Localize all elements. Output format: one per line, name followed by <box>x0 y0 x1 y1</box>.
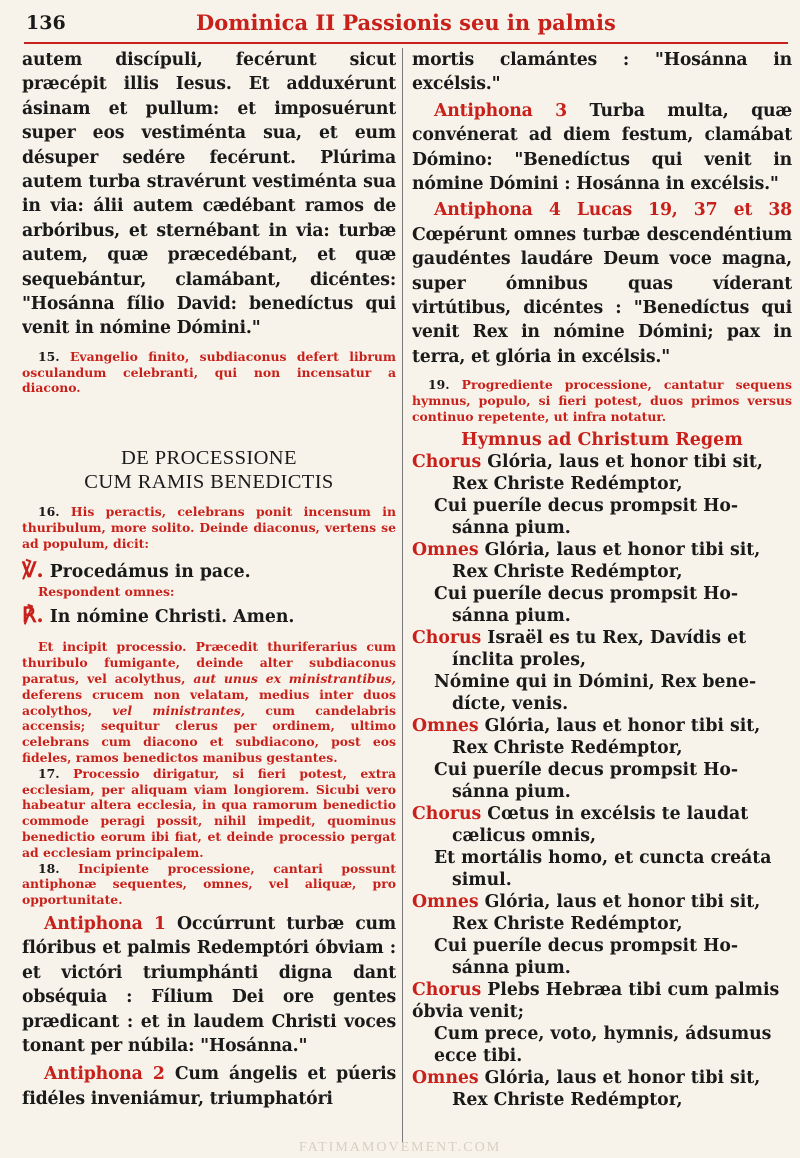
hymn-speaker: Omnes <box>412 539 479 560</box>
antiphon-1 <box>22 912 396 1058</box>
hymn-stanza <box>412 451 792 539</box>
hymn-line: Cui pueríle decus prompsit Ho- <box>434 935 739 956</box>
hymn-line: sánna pium. <box>452 517 571 538</box>
running-title: Dominica II Passionis seu in palmis <box>196 10 616 35</box>
hymn-line-text: Cœtus in excélsis te laudat <box>487 803 749 824</box>
hymn-line-text: Glória, laus et honor tibi sit, <box>484 539 761 560</box>
hymn-line: Et mortális homo, et cuncta creáta <box>434 847 772 868</box>
hymn-stanza <box>412 979 792 1067</box>
hymn-speaker: Chorus <box>412 627 482 648</box>
hymn-speaker: Chorus <box>412 451 482 472</box>
hymn-line <box>412 891 792 913</box>
hymn-line <box>412 979 792 1023</box>
hymn-speaker: Chorus <box>412 803 482 824</box>
hymn-line: Nómine qui in Dómini, Rex bene- <box>434 671 757 692</box>
hymn-stanza <box>412 891 792 979</box>
versicle-symbol: ℣. <box>22 556 44 582</box>
hymn-line: Cui pueríle decus prompsit Ho- <box>434 583 739 604</box>
rubric-text: Processio dirigatur, si fieri potest, extra ecclesiam, per aliquam viam longiorem. Sicubi vero habeatur altera ecclesia, in qua ramorum benedictio commode peragi possit, nihil impedit, quominus benedictio eorum ibi fiat, et deinde processio pergat ad ecclesiam principalem. <box>22 765 396 860</box>
hymn-line-text: Glória, laus et honor tibi sit, <box>487 451 763 472</box>
rubric-italic: aut unus ex ministrantibus, <box>193 671 396 687</box>
hymn-line <box>412 627 792 649</box>
left-column <box>22 48 396 1143</box>
hymn-line: Rex Christe Redémptor, <box>452 561 683 582</box>
rubric-text: deferens crucem non velatam, medius inter duos acolythos, <box>22 686 396 718</box>
rubric-text: Et incipit processio. Præcedit thuriferarius cum thuribulo fumigante, deinde alter subdiaconus paratus, vel acolythus, <box>22 639 396 687</box>
antiphon-3 <box>412 99 792 197</box>
rubric-text: Evangelio finito, subdiaconus defert librum osculandum celebranti, qui non incensatur a diacono. <box>22 348 396 396</box>
rubric-number: 19. <box>428 377 450 393</box>
header-rule <box>24 42 788 44</box>
rubric-number: 15. <box>38 348 60 364</box>
hymn-line-text: Israël es tu Rex, Davídis et <box>487 627 747 648</box>
hymn-line <box>412 451 792 473</box>
hymn-line: Rex Christe Redémptor, <box>452 1089 683 1110</box>
antiphon-text: Occúrrunt turbæ cum flóribus et palmis Redemptóri óbviam : et victóri triumphánti digna dant obséquia : Fílium Dei ore gentes prædicant : et in laudem Christi voces tonant per núbila: "Hosánna." <box>22 914 396 1057</box>
hymn-speaker: Omnes <box>412 715 479 736</box>
hymn-line-text: Glória, laus et honor tibi sit, <box>484 891 761 912</box>
rubric-number: 17. <box>38 765 60 781</box>
hymn-line: Cum prece, voto, hymnis, ádsumus ecce tibi. <box>434 1023 772 1066</box>
response <box>22 603 396 629</box>
hymn-stanza <box>412 627 792 715</box>
page-header <box>0 0 800 40</box>
hymn-line: Rex Christe Redémptor, <box>452 913 683 934</box>
column-divider <box>402 48 403 1143</box>
antiphon-2 <box>22 1062 396 1111</box>
hymn-line: sánna pium. <box>452 957 571 978</box>
page-number: 136 <box>26 12 66 34</box>
hymn-line-text: Plebs Hebræa tibi cum palmis óbvia venit; <box>412 979 780 1022</box>
rubric-number: 18. <box>38 860 60 876</box>
versicle <box>22 558 396 584</box>
hymn-line: Rex Christe Redémptor, <box>452 737 683 758</box>
antiphon-label: Antiphona 1 <box>44 914 166 934</box>
hymn-line: ínclita proles, <box>452 649 586 670</box>
right-column <box>412 48 792 1143</box>
hymn-line: cælicus omnis, <box>452 825 597 846</box>
rubric-italic: vel ministrantes, <box>112 702 246 718</box>
antiphon-2-continuation: mortis clamántes : "Hosánna in excélsis." <box>412 50 792 95</box>
rubric-15 <box>22 349 396 396</box>
antiphon-text: Cœpérunt omnes turbæ descendéntium gaudéntes laudáre Deum voce magna, super ómnibus quas víderant virtútibus, dicéntes : "Benedíctus qui venit Rex in nómine Dómini; pax in terra, et glória in excélsis." <box>412 224 792 367</box>
hymn-speaker: Chorus <box>412 979 482 1000</box>
hymn-line <box>412 539 792 561</box>
rubric-18 <box>22 861 396 908</box>
hymn-line <box>412 715 792 737</box>
response-symbol: ℟. <box>22 602 44 628</box>
antiphon-label: Antiphona 3 <box>434 100 567 121</box>
watermark: FATIMAMOVEMENT.COM <box>298 1140 502 1155</box>
rubric-text: Progrediente processione, cantatur sequens hymnus, populo, si fieri potest, duos primos versus continuo repetente, ut infra notatur. <box>412 377 792 424</box>
hymn-line: Rex Christe Redémptor, <box>452 473 683 494</box>
hymn-line <box>412 803 792 825</box>
rubric-number: 16. <box>38 504 60 520</box>
hymn-stanza <box>412 1067 792 1111</box>
hymn-stanzas <box>412 451 792 1111</box>
antiphon-text: Cum ángelis et púeris fidéles inveniámur, triumphatóri <box>22 1064 396 1109</box>
hymn-line: sánna pium. <box>452 781 571 802</box>
hymn-title: Hymnus ad Christum Regem <box>461 429 743 450</box>
hymn-line-text: Glória, laus et honor tibi sit, <box>484 715 761 736</box>
rubric-processio <box>22 639 396 765</box>
hymn-stanza <box>412 715 792 803</box>
rubric-17 <box>22 766 396 861</box>
hymn-speaker: Omnes <box>412 891 479 912</box>
hymn-stanza <box>412 803 792 891</box>
rubric-respondent: Respondent omnes: <box>38 583 175 599</box>
antiphon-label: Antiphona 4 Lucas 19, 37 et 38 <box>434 200 792 221</box>
antiphon-label: Antiphona 2 <box>44 1064 165 1085</box>
hymn-line: simul. <box>452 869 512 890</box>
versicle-text: Procedámus in pace. <box>49 561 251 582</box>
hymn-line <box>412 1067 792 1089</box>
rubric-text: Incipiente processione, cantari possunt antiphonæ sequentes, omnes, vel aliquæ, pro opportunitate. <box>22 860 396 908</box>
antiphon-text: Turba multa, quæ convénerat ad diem festum, clamábat Dómino: "Benedíctus qui venit in nómine Dómini : Hosánna in excélsis." <box>412 100 792 195</box>
rubric-16 <box>22 504 396 551</box>
response-text: In nómine Christi. Amen. <box>49 607 295 628</box>
rubric-text: His peractis, celebrans ponit incensum in thuribulum, more solito. Deinde diaconus, vertens se ad populum, dicit: <box>22 504 396 551</box>
hymn-line: dícte, venis. <box>452 693 569 714</box>
antiphon-4 <box>412 198 792 369</box>
rubric-text: cum candelabris accensis; sequitur clerus per ordinem, ultimo celebrans cum diacono et subdiacono, post eos fideles, ramos benedictos manibus gestantes. <box>22 702 396 766</box>
hymn-speaker: Omnes <box>412 1067 479 1088</box>
gospel-continuation: autem discípuli, fecérunt sicut præcépit illis Iesus. Et adduxérunt ásinam et pullum: et imposuérunt super eos vestiménta sua, et eum désuper sedére fecérunt. Plúrima autem turba stravérunt vestiménta sua in via: álii autem cædébant ramos de arbóribus, et sternébant in via: turbæ autem, quæ præcedébant, et quæ sequebántur, clamábant, dicéntes: "Hosánna fílio David: benedíctus qui venit in nómine Dómini." <box>22 50 396 339</box>
hymn-line-text: Glória, laus et honor tibi sit, <box>484 1067 761 1088</box>
section-heading-line-2: CUM RAMIS BENEDICTIS <box>84 471 334 494</box>
hymn-line: sánna pium. <box>452 605 571 626</box>
rubric-19 <box>412 377 792 424</box>
section-heading-line-1: DE PROCESSIONE <box>121 447 297 470</box>
hymn-line: Cui pueríle decus prompsit Ho- <box>434 759 739 780</box>
hymn-stanza <box>412 539 792 627</box>
hymn-line: Cui pueríle decus prompsit Ho- <box>434 495 739 516</box>
